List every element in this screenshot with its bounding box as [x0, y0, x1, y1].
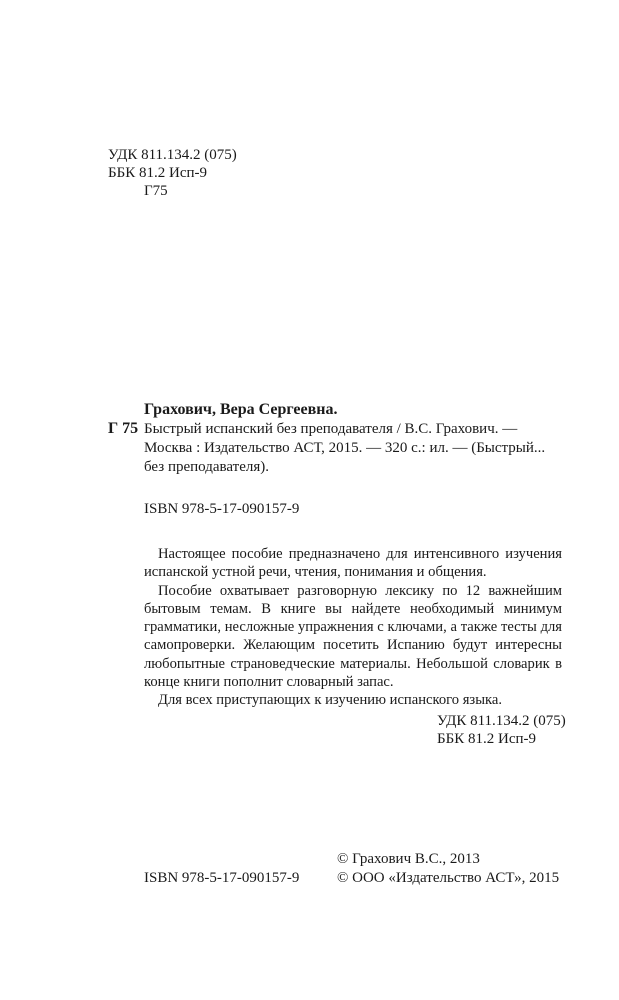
author-name: Грахович, Вера Сергеевна.: [144, 401, 338, 418]
author-mark: Г75: [144, 183, 168, 199]
bottom-classification: [437, 712, 566, 748]
annotation-paragraph: Для всех приступающих к изучению испанского языка.: [158, 692, 502, 709]
author-copyright: © Грахович В.С., 2013: [337, 851, 480, 867]
biblio-line: без преподавателя).: [144, 459, 270, 475]
udk-code: УДК 811.134.2 (075): [108, 147, 237, 163]
biblio-line: Москва : Издательство АСТ, 2015. — 320 с.: ил. — (Быстрый...: [144, 440, 546, 456]
annotation-paragraph: Настоящее пособие предназначено для интенсивного изучения испанской устной речи, чтения, понимания и общения.: [144, 546, 562, 581]
isbn-bottom: ISBN 978-5-17-090157-9: [144, 870, 300, 886]
top-classification: [108, 146, 237, 200]
annotation-paragraph: Пособие охватывает разговорную лексику по 12 важнейшим бытовым темам. В книге вы найдете необходимый минимум грамматики, несложные упражнения с ключами, а также тесты для самопроверки. Желающим посетить Испанию будут интересны любопытные страноведческие материалы. Небольшой словарик в конце книги пополнит словарный запас.: [144, 582, 562, 691]
annotation: [144, 545, 562, 710]
bbk-code: ББК 81.2 Исп-9: [108, 165, 207, 181]
bibliographic-description: [144, 420, 564, 477]
isbn-top: ISBN 978-5-17-090157-9: [144, 501, 300, 517]
publisher-copyright: © ООО «Издательство АСТ», 2015: [337, 870, 560, 886]
udk-code: УДК 811.134.2 (075): [437, 713, 566, 729]
bbk-code: ББК 81.2 Исп-9: [437, 731, 536, 747]
author-code: Г 75: [108, 420, 139, 437]
biblio-line: Быстрый испанский без преподавателя / В.С. Грахович. —: [144, 421, 518, 437]
